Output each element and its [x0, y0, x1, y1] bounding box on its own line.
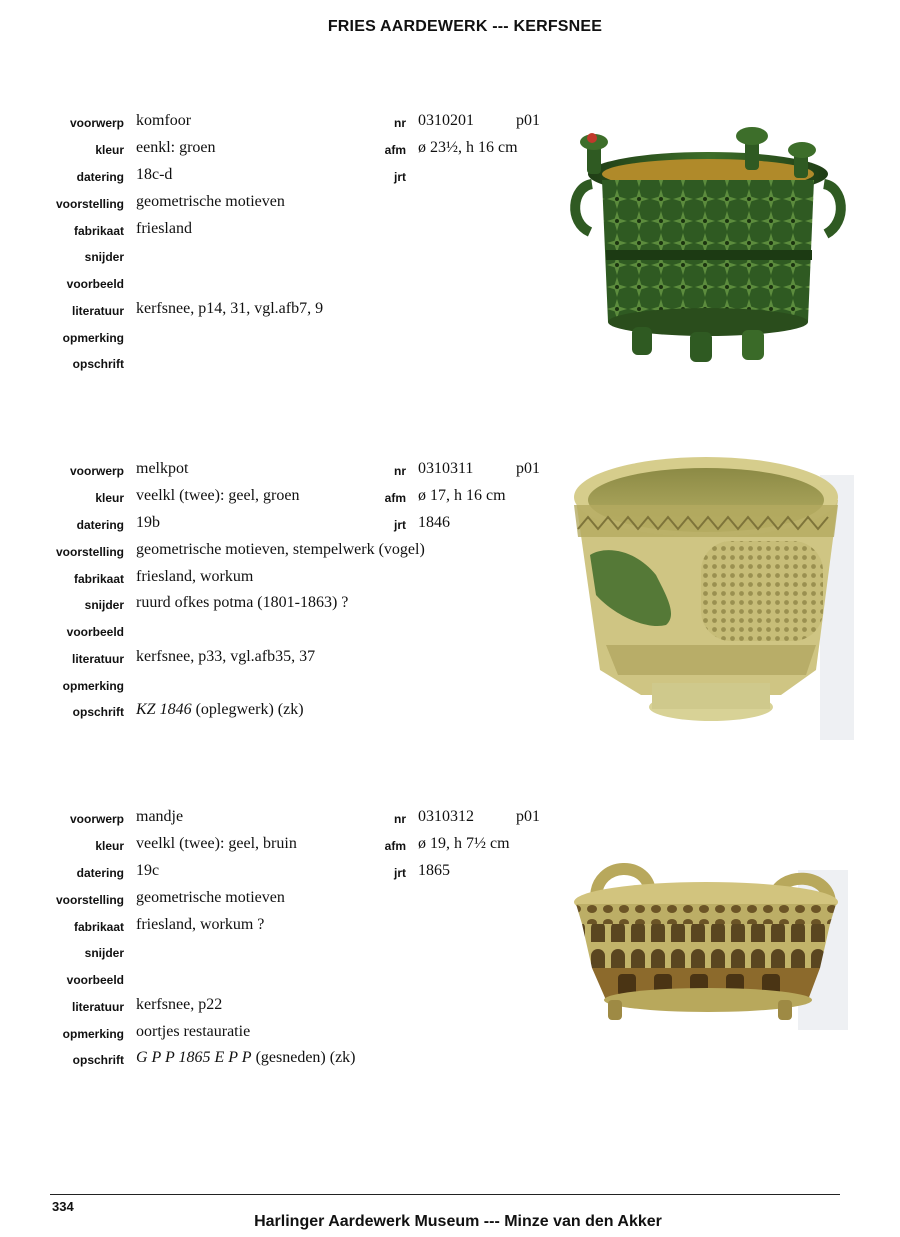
opschrift-rest: (gesneden) (zk): [251, 1049, 356, 1066]
label-kleur: kleur: [95, 491, 124, 505]
openwork-basket-photo: [568, 860, 848, 1032]
catalog-entry-melkpot: [0, 460, 900, 750]
opschrift-rest: (oplegwerk) (zk): [191, 701, 304, 718]
opschrift-italic: KZ 1846: [136, 701, 192, 718]
value-literatuur: kerfsnee, p33, vgl.afb35, 37: [136, 648, 316, 665]
label-voorstelling: voorstelling: [55, 197, 124, 211]
label-datering: datering: [76, 170, 124, 184]
value-fabrikaat: friesland, workum ?: [136, 916, 265, 933]
label-nr: nr: [394, 464, 406, 478]
label-datering: datering: [76, 518, 124, 532]
label-opmerking: opmerking: [62, 1027, 124, 1041]
label-fabrikaat: fabrikaat: [73, 224, 124, 238]
value-jrt: 1846: [418, 514, 450, 531]
value-page: p01: [516, 460, 540, 477]
value-datering: 19c: [136, 862, 160, 879]
value-literatuur: kerfsnee, p22: [136, 996, 223, 1013]
catalog-entry-mandje: [0, 808, 900, 1098]
label-afm: afm: [384, 143, 406, 157]
opschrift-italic: G P P 1865 E P P: [136, 1049, 252, 1066]
label-voorbeeld: voorbeeld: [66, 625, 124, 639]
yellow-milk-pot-photo: [566, 445, 854, 750]
label-voorwerp: voorwerp: [69, 116, 124, 130]
value-fabrikaat: friesland, workum: [136, 568, 254, 585]
value-afm: ø 17, h 16 cm: [418, 487, 506, 504]
label-snijder: snijder: [84, 598, 124, 612]
label-literatuur: literatuur: [71, 304, 124, 318]
value-voorwerp: komfoor: [136, 112, 192, 129]
value-kleur: eenkl: groen: [136, 139, 216, 156]
label-nr: nr: [394, 812, 406, 826]
label-opmerking: opmerking: [62, 679, 124, 693]
value-afm: ø 23½, h 16 cm: [418, 139, 518, 156]
label-datering: datering: [76, 866, 124, 880]
label-jrt: jrt: [394, 518, 406, 532]
value-page: p01: [516, 112, 540, 129]
page-title: FRIES AARDEWERK --- KERFSNEE: [327, 18, 603, 35]
label-nr: nr: [394, 116, 406, 130]
label-afm: afm: [384, 839, 406, 853]
value-afm: ø 19, h 7½ cm: [418, 835, 510, 852]
value-voorstelling: geometrische motieven: [136, 889, 285, 906]
value-nr: 0310201: [418, 112, 474, 129]
value-fabrikaat: friesland: [136, 220, 192, 237]
footer-divider: [50, 1194, 840, 1195]
page-number: 334: [52, 1199, 74, 1214]
value-voorwerp: melkpot: [136, 460, 189, 477]
value-opschrift: [136, 701, 304, 719]
value-voorwerp: mandje: [136, 808, 184, 825]
label-opschrift: opschrift: [72, 1053, 124, 1067]
label-voorwerp: voorwerp: [69, 464, 124, 478]
label-kleur: kleur: [95, 839, 124, 853]
value-datering: 19b: [136, 514, 160, 531]
value-kleur: veelkl (twee): geel, bruin: [136, 835, 297, 852]
label-literatuur: literatuur: [71, 1000, 124, 1014]
value-voorstelling: geometrische motieven, stempelwerk (vogel): [136, 541, 425, 558]
value-nr: 0310312: [418, 808, 474, 825]
value-kleur: veelkl (twee): geel, groen: [136, 487, 300, 504]
label-voorwerp: voorwerp: [69, 812, 124, 826]
label-snijder: snijder: [84, 250, 124, 264]
value-jrt: 1865: [418, 862, 450, 879]
label-voorstelling: voorstelling: [55, 893, 124, 907]
value-datering: 18c-d: [136, 166, 173, 183]
value-page: p01: [516, 808, 540, 825]
value-opmerking: oortjes restauratie: [136, 1023, 251, 1040]
label-afm: afm: [384, 491, 406, 505]
green-footstove-photo: [562, 122, 852, 372]
label-opschrift: opschrift: [72, 705, 124, 719]
footer-title: Harlinger Aardewerk Museum --- Minze van den Akker: [254, 1213, 662, 1230]
label-voorstelling: voorstelling: [55, 545, 124, 559]
value-opschrift: [136, 1049, 356, 1067]
label-voorbeeld: voorbeeld: [66, 973, 124, 987]
label-fabrikaat: fabrikaat: [73, 920, 124, 934]
label-kleur: kleur: [95, 143, 124, 157]
label-voorbeeld: voorbeeld: [66, 277, 124, 291]
value-nr: 0310311: [418, 460, 474, 477]
catalog-entry-komfoor: [0, 112, 900, 402]
value-voorstelling: geometrische motieven: [136, 193, 285, 210]
value-snijder: ruurd ofkes potma (1801-1863) ?: [136, 594, 349, 611]
label-jrt: jrt: [394, 866, 406, 880]
label-snijder: snijder: [84, 946, 124, 960]
label-opschrift: opschrift: [72, 357, 124, 371]
label-jrt: jrt: [394, 170, 406, 184]
label-literatuur: literatuur: [71, 652, 124, 666]
label-opmerking: opmerking: [62, 331, 124, 345]
value-literatuur: kerfsnee, p14, 31, vgl.afb7, 9: [136, 300, 324, 317]
label-fabrikaat: fabrikaat: [73, 572, 124, 586]
